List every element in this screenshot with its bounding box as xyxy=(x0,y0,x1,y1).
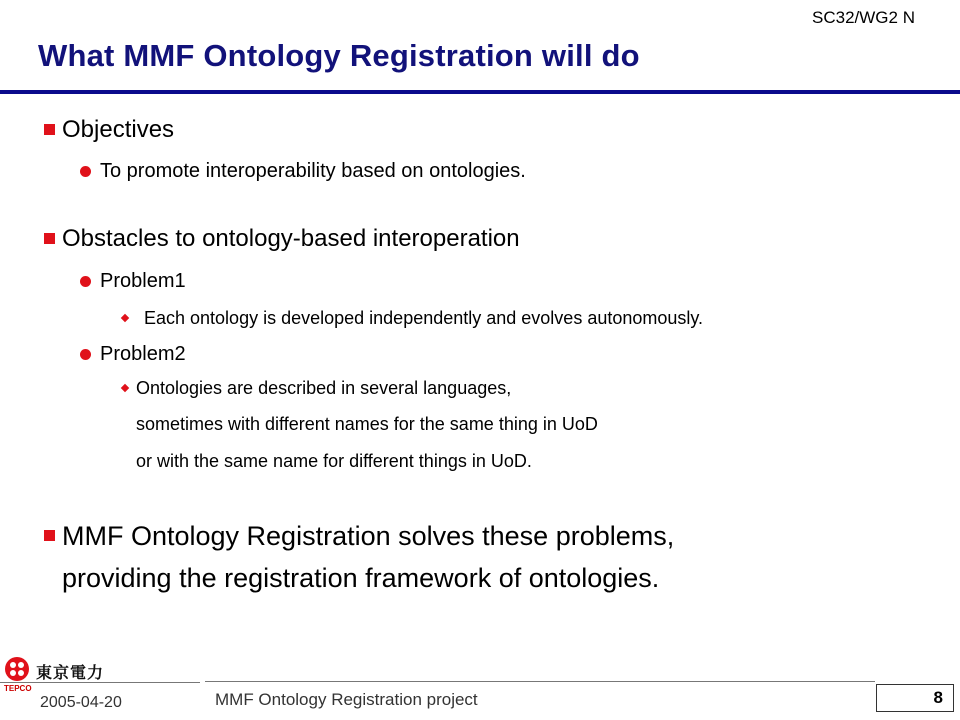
objectives-heading: Objectives xyxy=(62,116,175,143)
page-number: 8 xyxy=(933,688,943,707)
tepco-logo-icon xyxy=(4,656,30,682)
problem2-label: Problem2 xyxy=(100,343,186,365)
company-logo-text: 東京電力 xyxy=(36,665,105,682)
round-bullet-icon xyxy=(80,349,91,360)
problem2-detail-line: Ontologies are described in several languages, xyxy=(136,378,512,398)
page-number-box xyxy=(876,684,954,712)
slide-title: What MMF Ontology Registration will do xyxy=(38,38,640,73)
document-id: SC32/WG2 N xyxy=(812,8,915,27)
objectives-item: To promote interoperability based on ontologies. xyxy=(100,160,526,182)
problem2-detail-line: sometimes with different names for the same thing in UoD xyxy=(136,414,598,434)
problem1-detail: Each ontology is developed independently and evolves autonomously. xyxy=(144,308,704,328)
problem2-detail-line: or with the same name for different things in UoD. xyxy=(136,451,532,471)
company-logo-subtext: TEPCO xyxy=(4,684,32,693)
footer-date: 2005-04-20 xyxy=(40,694,122,711)
square-bullet-icon xyxy=(44,530,55,541)
round-bullet-icon xyxy=(80,166,91,177)
square-bullet-icon xyxy=(44,124,55,135)
footer-project: MMF Ontology Registration project xyxy=(215,690,478,709)
diamond-bullet-icon xyxy=(121,314,129,322)
solution-line: providing the registration framework of ontologies. xyxy=(62,563,660,593)
title-divider xyxy=(0,90,960,94)
footer-rule xyxy=(205,681,875,682)
square-bullet-icon xyxy=(44,233,55,244)
round-bullet-icon xyxy=(80,276,91,287)
problem1-label: Problem1 xyxy=(100,270,186,292)
obstacles-heading: Obstacles to ontology-based interoperation xyxy=(62,225,520,252)
diamond-bullet-icon xyxy=(121,384,129,392)
solution-line: MMF Ontology Registration solves these problems, xyxy=(62,521,675,551)
